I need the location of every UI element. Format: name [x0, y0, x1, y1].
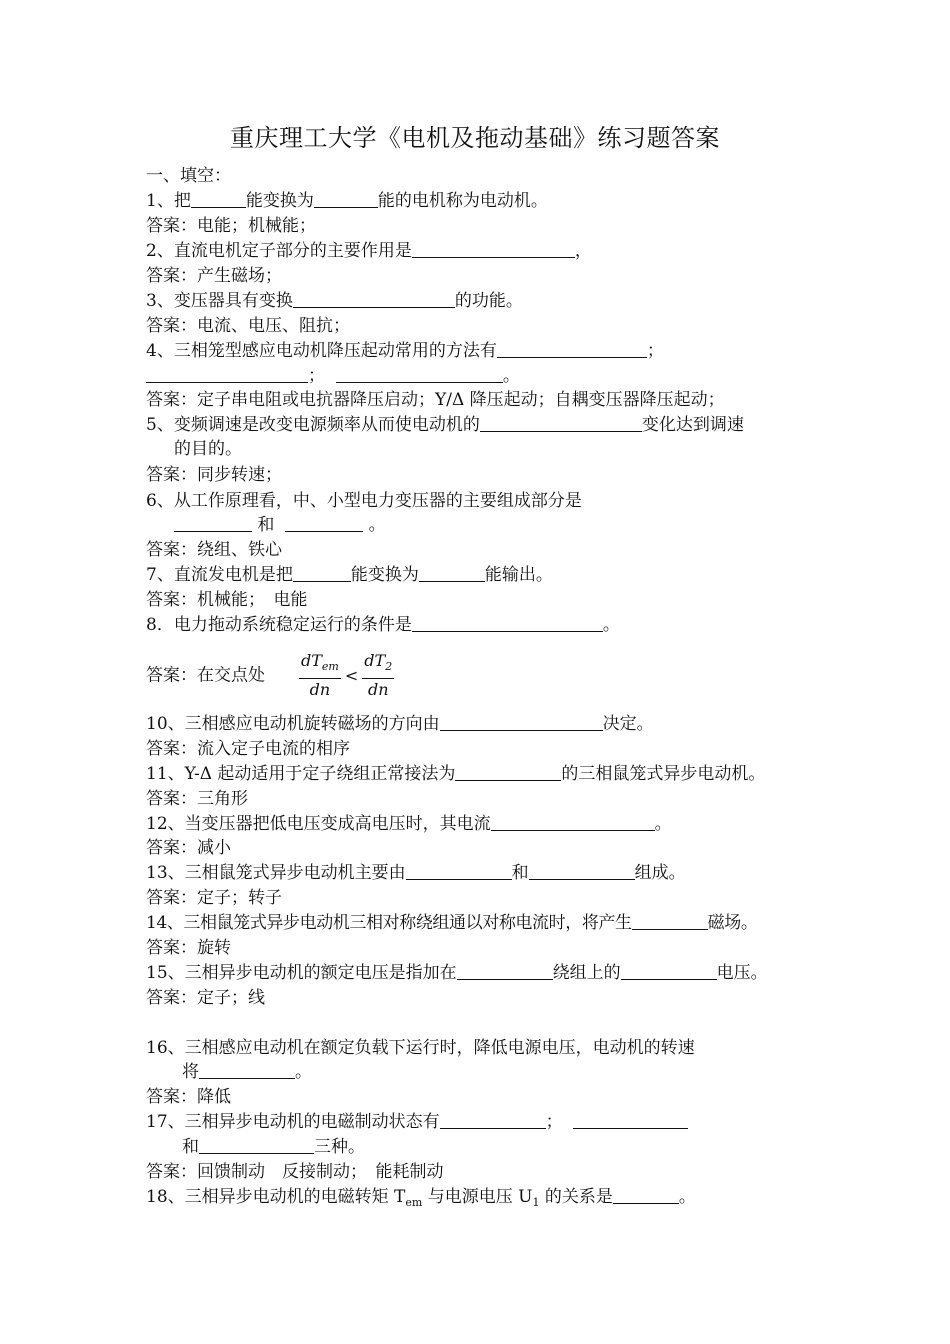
blank [146, 364, 308, 383]
answer-12: 答案：减小 [146, 838, 231, 858]
question-11: 11、Y-Δ 起动适用于定子绕组正常接法为 的三相鼠笼式异步电动机。 [146, 764, 766, 784]
answer-4: 答案：定子串电阻或电抗器降压启动；Y/Δ 降压起动；自耦变压器降压起动； [146, 390, 725, 410]
question-4: 4、三相笼型感应电动机降压起动常用的方法有 ； [146, 341, 664, 361]
question-17-cont: 和 三种。 [182, 1137, 365, 1157]
blank [480, 413, 642, 432]
blank [199, 1060, 295, 1079]
answer-10: 答案：流入定子电流的相序 [146, 739, 350, 759]
blank [419, 563, 485, 582]
question-14: 14、三相鼠笼式异步电动机三相对称绕组通以对称电流时，将产生 磁场。 [146, 913, 758, 933]
answer-16: 答案：降低 [146, 1087, 231, 1107]
blank [455, 762, 561, 781]
blank [191, 189, 246, 208]
question-5-cont: 的目的。 [174, 439, 242, 459]
blank [457, 961, 553, 980]
question-16: 16、三相感应电动机在额定负载下运行时，降低电源电压，电动机的转速 [146, 1038, 695, 1058]
blank [314, 189, 378, 208]
question-1: 1、把 能变换为 能的电机称为电动机。 [146, 191, 548, 211]
blank [491, 812, 655, 831]
answer-15: 答案：定子；线 [146, 988, 265, 1008]
blank [336, 364, 503, 383]
answer-17: 答案：回馈制动 反接制动； 能耗制动 [146, 1162, 444, 1182]
question-8: 8．电力拖动系统稳定运行的条件是 。 [146, 615, 620, 635]
question-4-cont: ； 。 [146, 364, 520, 389]
blank [406, 861, 512, 880]
answer-2: 答案：产生磁场； [146, 266, 282, 286]
question-12: 12、当变压器把低电压变成高电压时，其电流 。 [146, 814, 672, 834]
question-7: 7、直流发电机是把 能变换为 能输出。 [146, 565, 553, 585]
blank [621, 961, 717, 980]
document-title: 重庆理工大学《电机及拖动基础》练习题答案 [230, 124, 720, 152]
blank [440, 712, 603, 731]
question-10: 10、三相感应电动机旋转磁场的方向由 决定。 [146, 714, 654, 734]
blank [293, 563, 351, 582]
blank [613, 1185, 679, 1204]
question-6-cont: 和 。 [174, 513, 386, 538]
answer-5: 答案：同步转速； [146, 465, 282, 485]
less-than-sign: < [344, 665, 359, 685]
blank [174, 513, 252, 532]
blank [293, 289, 455, 308]
question-6: 6、从工作原理看，中、小型电力变压器的主要组成部分是 [146, 491, 582, 511]
question-15: 15、三相异步电动机的额定电压是指加在 绕组上的 电压。 [146, 963, 768, 983]
question-17: 17、三相异步电动机的电磁制动状态有 ； [146, 1110, 688, 1135]
question-3: 3、变压器具有变换 的功能。 [146, 291, 523, 311]
answer-3: 答案：电流、电压、阻抗； [146, 316, 350, 336]
blank [573, 1110, 688, 1129]
answer-8: 答案：在交点处 $\frac{dT_{em}}{dn}$ < $\frac{dT_2}{dn}$ [146, 651, 393, 699]
blank [440, 1110, 546, 1129]
answer-14: 答案：旋转 [146, 938, 231, 958]
blank [632, 911, 708, 930]
question-13: 13、三相鼠笼式异步电动机主要由 和 组成。 [146, 863, 686, 883]
answer-6: 答案：绕组、铁心 [146, 540, 282, 560]
fraction-dt2-dn: $\frac{dT_2}{dn}$ [364, 651, 393, 699]
blank [285, 513, 363, 532]
question-2: 2、直流电机定子部分的主要作用是 ， [146, 241, 592, 261]
answer-13: 答案：定子；转子 [146, 888, 282, 908]
blank [497, 339, 647, 358]
question-5: 5、变频调速是改变电源频率从而使电动机的 变化达到调速 [146, 415, 744, 435]
section-heading: 一、填空： [146, 166, 231, 186]
blank [412, 239, 575, 258]
blank [412, 613, 603, 632]
question-18: 18、三相异步电动机的电磁转矩 $T_{em}$ 与电源电压 $U_1$ 的关系是 。 [146, 1187, 696, 1209]
fraction-dtem-dn: $\frac{dT_{em}}{dn}$ [301, 651, 339, 699]
answer-1: 答案：电能；机械能； [146, 216, 316, 236]
answer-7: 答案：机械能； 电能 [146, 590, 308, 610]
question-16-cont: 将 。 [182, 1062, 312, 1082]
blank [529, 861, 635, 880]
answer-11: 答案：三角形 [146, 789, 248, 809]
blank [199, 1135, 314, 1154]
